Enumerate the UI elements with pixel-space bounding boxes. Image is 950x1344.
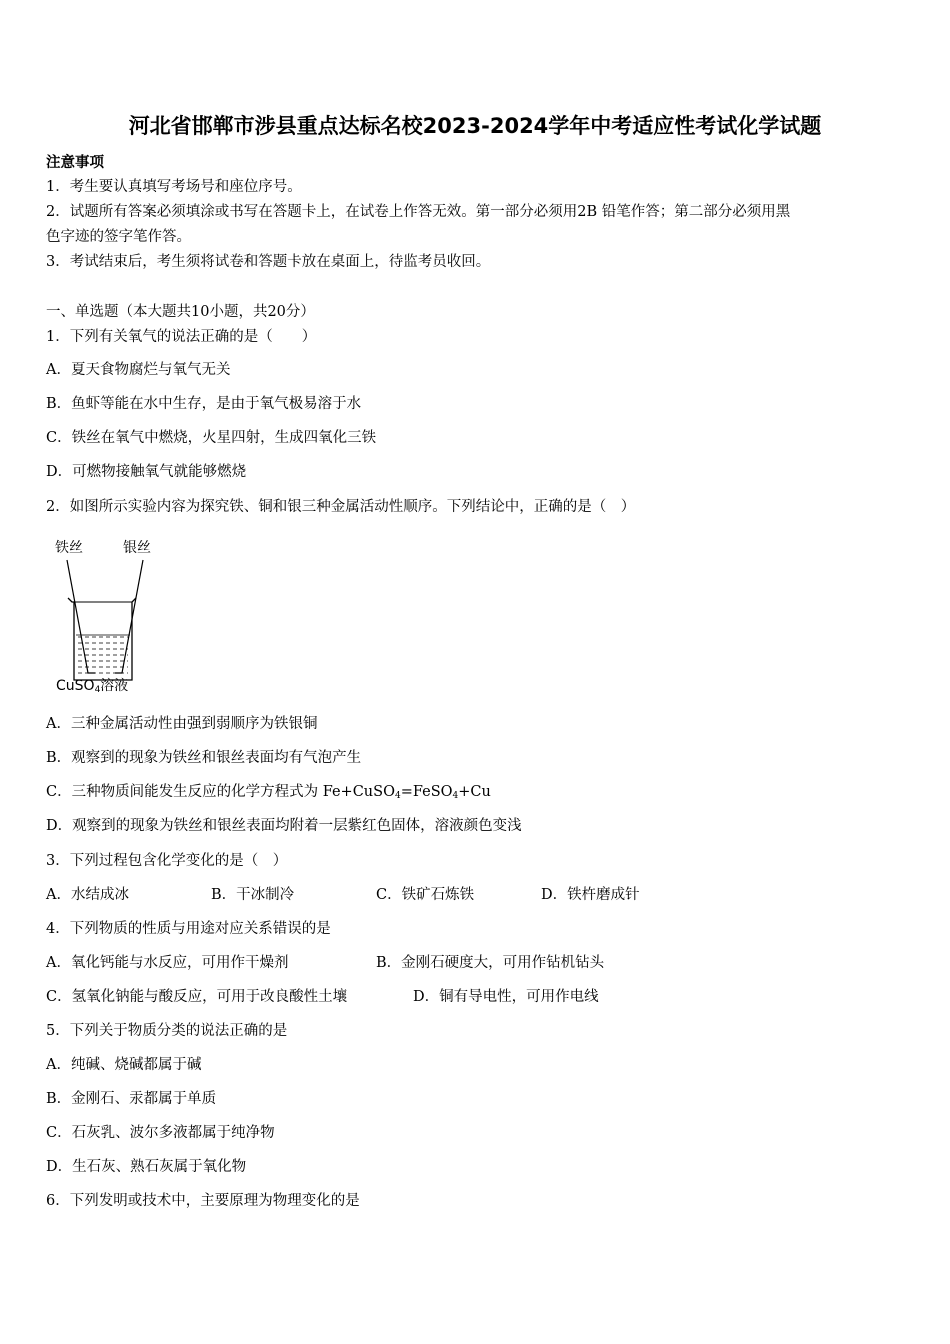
q2-option-d: D．观察到的现象为铁丝和银丝表面均附着一层紫红色固体，溶液颜色变浅 (46, 818, 522, 834)
q1-stem: 1．下列有关氧气的说法正确的是（ ） (46, 329, 317, 345)
q4-options-row-2 (46, 986, 746, 1008)
section-heading: 一、单选题（本大题共10小题，共20分） (46, 304, 315, 320)
notice-item-1: 1．考生要认真填写考场号和座位序号。 (46, 179, 302, 195)
q1-option-d: D．可燃物接触氧气就能够燃烧 (46, 464, 247, 480)
q3-option-a: A．水结成冰 (46, 887, 129, 903)
notice-item-2-continued: 色字迹的签字笔作答。 (46, 229, 191, 245)
q4-option-b: B．金刚石硬度大，可用作钻机钻头 (376, 955, 605, 971)
q1-option-b: B．鱼虾等能在水中生存，是由于氧气极易溶于水 (46, 396, 362, 412)
q3-option-d: D．铁杵磨成针 (541, 887, 640, 903)
q5-option-c: C．石灰乳、波尔多液都属于纯净物 (46, 1125, 275, 1141)
cuso4-solution-label: CuSO$_4$溶液 (56, 678, 129, 695)
notice-item-2: 2．试题所有答案必须填涂或书写在答题卡上，在试卷上作答无效。第一部分必须用2B 铅笔作答；第二部分必须用黑 (46, 204, 791, 220)
q3-stem: 3．下列过程包含化学变化的是（ ） (46, 853, 288, 869)
q5-stem: 5．下列关于物质分类的说法正确的是 (46, 1023, 288, 1039)
q5-option-a: A．纯碱、烧碱都属于碱 (46, 1057, 202, 1073)
iron-wire-label: 铁丝 (55, 540, 83, 556)
iron-wire (67, 560, 95, 673)
notice-heading: 注意事项 (46, 154, 104, 171)
q4-option-c: C．氢氧化钠能与酸反应，可用于改良酸性土壤 (46, 989, 348, 1005)
page-title: 河北省邯郸市涉县重点达标名校2023-2024学年中考适应性考试化学试题 (128, 114, 822, 138)
notice-item-3: 3．考试结束后，考生须将试卷和答题卡放在桌面上，待监考员收回。 (46, 254, 491, 270)
q4-option-a: A．氧化钙能与水反应，可用作干燥剂 (46, 955, 289, 971)
beaker-diagram (50, 555, 170, 695)
q6-stem: 6．下列发明或技术中，主要原理为物理变化的是 (46, 1193, 360, 1209)
q5-option-d: D．生石灰、熟石灰属于氧化物 (46, 1159, 247, 1175)
q3-option-c: C．铁矿石炼铁 (376, 887, 475, 903)
q1-option-a: A．夏天食物腐烂与氧气无关 (46, 362, 231, 378)
q2-option-b: B．观察到的现象为铁丝和银丝表面均有气泡产生 (46, 750, 362, 766)
q3-option-b: B．干冰制冷 (211, 887, 295, 903)
q1-option-c: C．铁丝在氧气中燃烧，火星四射，生成四氧化三铁 (46, 430, 377, 446)
q2-stem: 2．如图所示实验内容为探究铁、铜和银三种金属活动性顺序。下列结论中，正确的是（ ） (46, 499, 636, 515)
silver-wire (115, 560, 143, 673)
q3-options (46, 884, 746, 906)
q4-options-row-1 (46, 952, 746, 974)
q2-option-c: C．三种物质间能发生反应的化学方程式为 Fe+CuSO$_4$=FeSO$_4$+Cu (46, 784, 491, 801)
beaker-experiment-figure (50, 535, 170, 700)
silver-wire-label: 银丝 (123, 540, 151, 556)
q5-option-b: B．金刚石、汞都属于单质 (46, 1091, 217, 1107)
q4-option-d: D．铜有导电性，可用作电线 (413, 989, 599, 1005)
q2-option-a: A．三种金属活动性由强到弱顺序为铁银铜 (46, 716, 318, 732)
q4-stem: 4．下列物质的性质与用途对应关系错误的是 (46, 921, 331, 937)
